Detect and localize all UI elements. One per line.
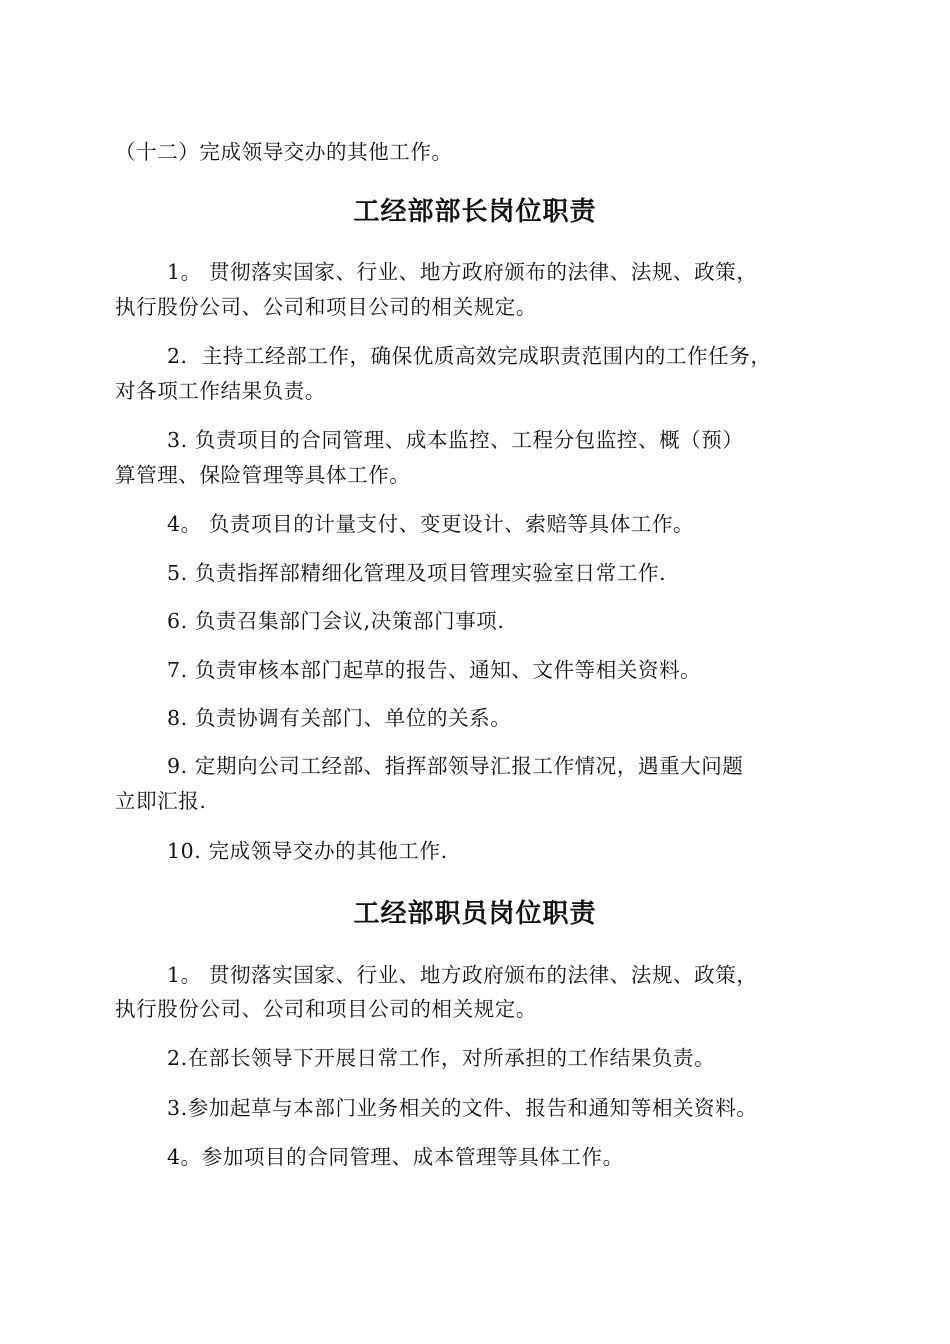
staff-item-1-line-2: 执行股份公司、公司和项目公司的相关规定。 [115,997,537,1021]
section-title-minister: 工经部部长岗位职责 [353,197,597,227]
minister-item-6: 6. 负责召集部门会议,决策部门事项. [167,609,505,633]
minister-item-8: 8. 负责协调有关部门、单位的关系。 [167,706,512,730]
section-title-staff: 工经部职员岗位职责 [353,899,597,929]
staff-item-3: 3.参加起草与本部门业务相关的文件、报告和通知等相关资料。 [167,1096,758,1120]
staff-item-1-line-1: 1。 贯彻落实国家、行业、地方政府颁布的法律、法规、政策， [167,963,758,987]
minister-item-1-line-1: 1。 贯彻落实国家、行业、地方政府颁布的法律、法规、政策， [167,260,758,284]
minister-item-2-line-2: 对各项工作结果负责。 [115,379,326,403]
minister-item-9-line-1: 9. 定期向公司工经部、指挥部领导汇报工作情况，遇重大问题 [167,754,744,778]
minister-item-5: 5. 负责指挥部精细化管理及项目管理实验室日常工作. [167,561,667,585]
minister-item-1-line-2: 执行股份公司、公司和项目公司的相关规定。 [115,295,537,319]
minister-item-9-line-2: 立即汇报. [115,789,207,813]
minister-item-3-line-2: 算管理、保险管理等具体工作。 [115,463,411,487]
intro-item-12: （十二）完成领导交办的其他工作。 [115,140,453,164]
staff-item-4: 4。参加项目的合同管理、成本管理等具体工作。 [167,1145,624,1169]
minister-item-4: 4。 负责项目的计量支付、变更设计、索赔等具体工作。 [167,512,695,536]
minister-item-2-line-1: 2．主持工经部工作，确保优质高效完成职责范围内的工作任务， [167,344,772,368]
minister-item-7: 7. 负责审核本部门起草的报告、通知、文件等相关资料。 [167,658,702,682]
minister-item-3-line-1: 3. 负责项目的合同管理、成本监控、工程分包监控、概（预） [167,428,744,452]
staff-item-2: 2.在部长领导下开展日常工作，对所承担的工作结果负责。 [167,1046,716,1070]
minister-item-10: 10. 完成领导交办的其他工作. [167,839,448,863]
